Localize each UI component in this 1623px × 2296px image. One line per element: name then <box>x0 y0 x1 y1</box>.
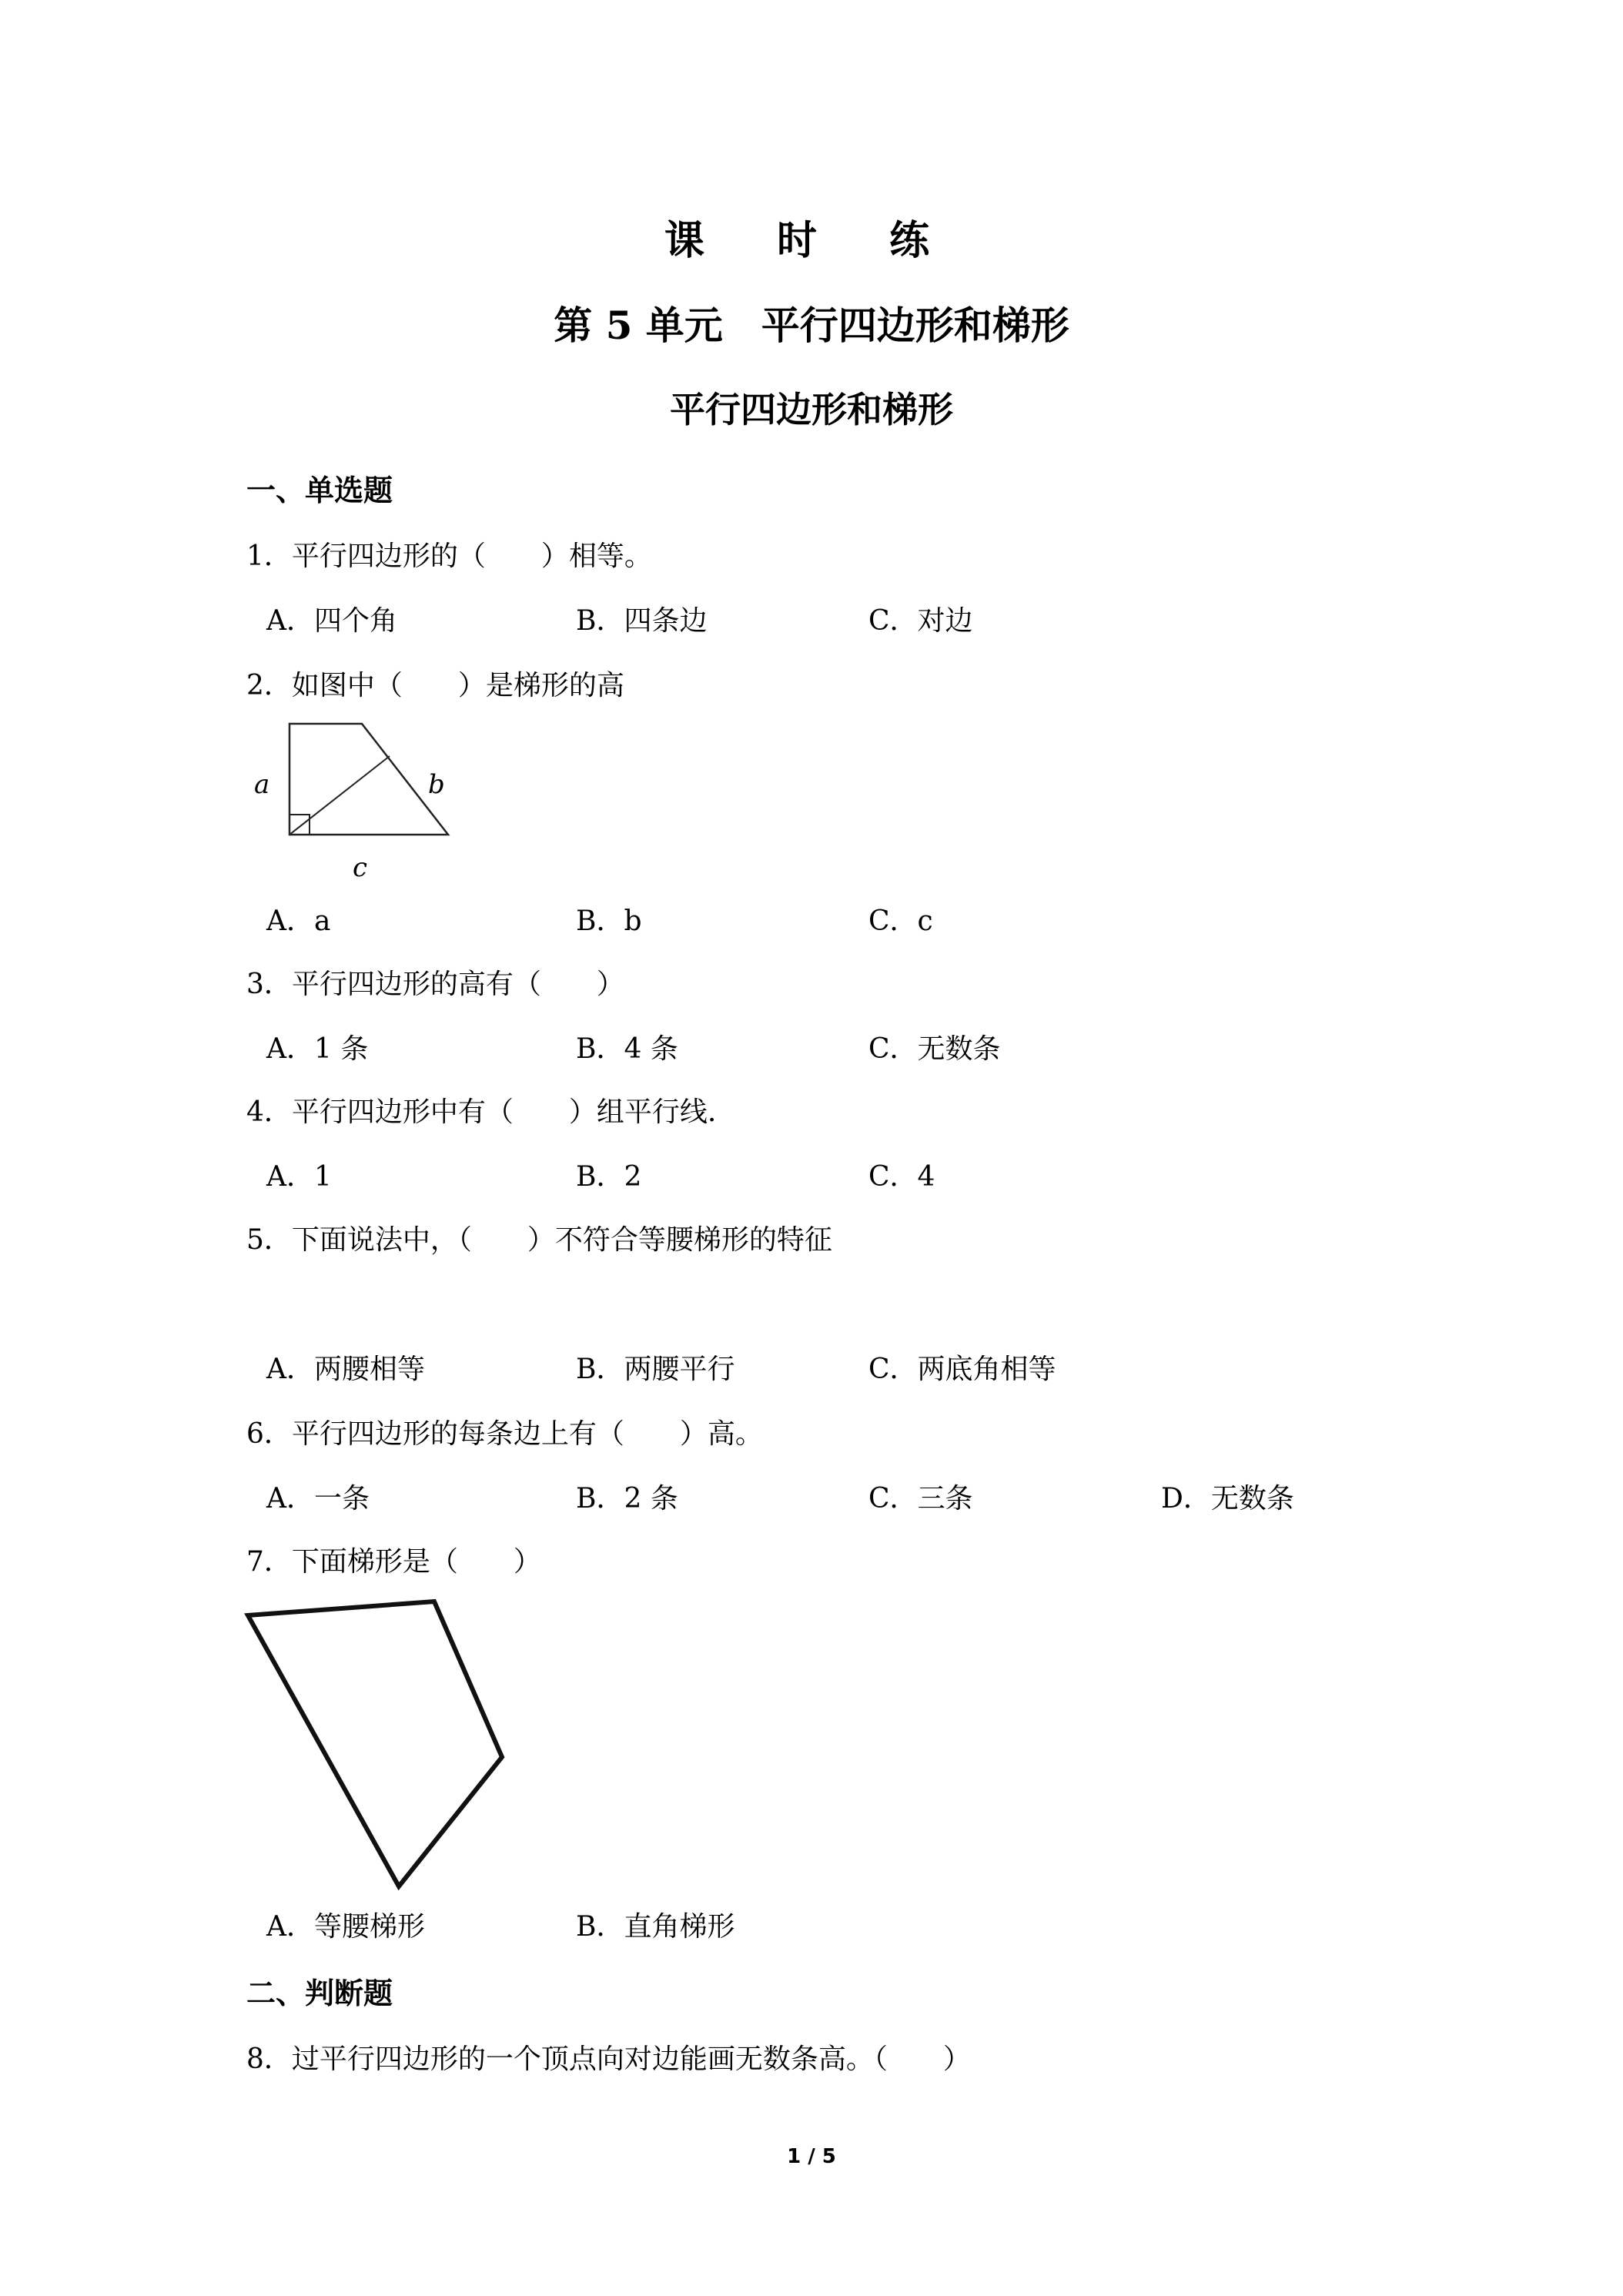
question-7-option-b[interactable]: B．直角梯形 <box>576 1911 735 1943</box>
question-5-option-a[interactable]: A．两腰相等 <box>266 1354 425 1385</box>
question-2-option-a[interactable]: A．a <box>266 905 331 937</box>
question-4-option-a[interactable]: A．1 <box>266 1161 332 1193</box>
question-6-option-a[interactable]: A．一条 <box>266 1483 370 1514</box>
question-6-option-b[interactable]: B．2 条 <box>576 1483 678 1514</box>
section-heading-single-choice: 一、单选题 <box>246 473 393 507</box>
quadrilateral-outline <box>248 1602 502 1886</box>
unit-title: 第 5 单元 平行四边形和梯形 <box>554 303 1069 348</box>
question-6-option-d[interactable]: D．无数条 <box>1161 1483 1294 1514</box>
question-3-option-c[interactable]: C．无数条 <box>868 1033 1001 1065</box>
section-heading-true-false: 二、判断题 <box>246 1976 393 2010</box>
question-2-option-c[interactable]: C．c <box>868 905 933 937</box>
lesson-title: 平行四边形和梯形 <box>670 389 953 430</box>
question-7-stem: 7．下面梯形是（ ） <box>246 1546 541 1578</box>
question-5-option-c[interactable]: C．两底角相等 <box>868 1354 1056 1385</box>
question-1-stem: 1．平行四边形的（ ）相等。 <box>246 541 652 572</box>
question-1-option-a[interactable]: A．四个角 <box>266 605 397 637</box>
question-4-stem: 4．平行四边形中有（ ）组平行线. <box>246 1096 717 1128</box>
question-4-option-c[interactable]: C．4 <box>868 1161 935 1193</box>
question-5-option-b[interactable]: B．两腰平行 <box>576 1354 735 1385</box>
question-4-option-b[interactable]: B．2 <box>576 1161 642 1193</box>
question-3-stem: 3．平行四边形的高有（ ） <box>246 969 624 1000</box>
question-3-option-b[interactable]: B．4 条 <box>576 1033 678 1065</box>
question-8-stem: 8．过平行四边形的一个顶点向对边能画无数条高。（ ） <box>246 2043 971 2075</box>
quadrilateral-figure <box>239 1594 516 1902</box>
question-5-stem: 5．下面说法中，（ ）不符合等腰梯形的特征 <box>246 1224 832 1256</box>
figure-label-c: c <box>353 852 368 883</box>
figure-label-a: a <box>254 769 270 800</box>
question-1-option-b[interactable]: B．四条边 <box>576 605 708 637</box>
question-3-option-a[interactable]: A．1 条 <box>266 1033 369 1065</box>
page-number: 1 / 5 <box>787 2145 836 2168</box>
question-7-option-a[interactable]: A．等腰梯形 <box>266 1911 425 1943</box>
question-2-stem: 2．如图中（ ）是梯形的高 <box>246 670 624 701</box>
figure-label-b: b <box>428 769 445 800</box>
page-title: 课 时 练 <box>664 217 959 264</box>
question-1-option-c[interactable]: C．对边 <box>868 605 973 637</box>
trapezoid-inner-segment <box>289 756 390 835</box>
trapezoid-outline <box>289 724 448 835</box>
trapezoid-height-figure <box>246 716 477 885</box>
question-6-stem: 6．平行四边形的每条边上有（ ）高。 <box>246 1418 763 1450</box>
question-2-option-b[interactable]: B．b <box>576 905 642 937</box>
question-6-option-c[interactable]: C．三条 <box>868 1483 973 1514</box>
